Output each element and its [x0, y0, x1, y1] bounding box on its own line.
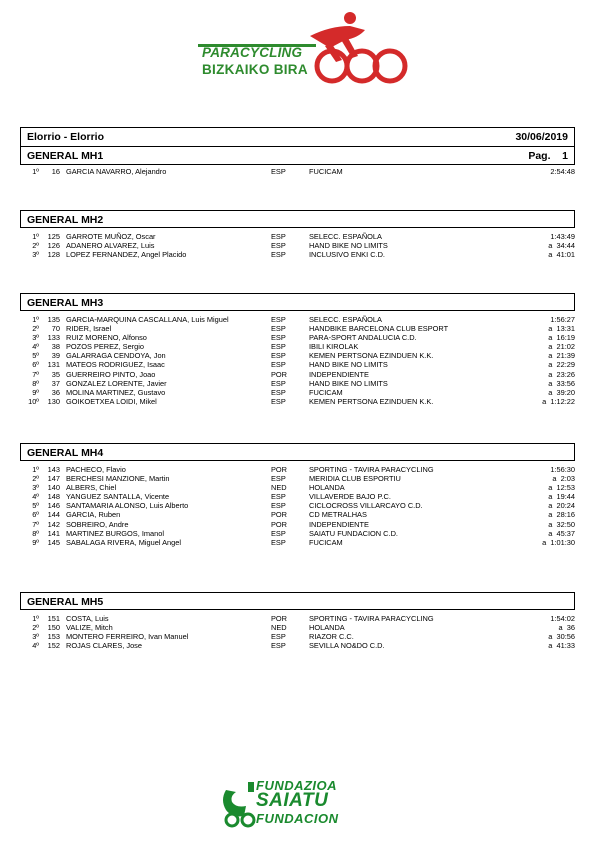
nationality: ESP — [271, 315, 286, 324]
time: a 32:50 — [548, 519, 575, 529]
team: HANDBIKE BARCELONA CLUB ESPORT — [309, 324, 449, 334]
bib-number: 142 — [47, 519, 60, 529]
nationality: ESP — [271, 333, 286, 343]
bib-number: 146 — [47, 501, 60, 511]
position: 1º — [32, 465, 39, 474]
team: HOLANDA — [309, 483, 345, 493]
time: a 23:26 — [548, 369, 575, 379]
position: 5º — [32, 501, 39, 511]
bib-number: 150 — [47, 623, 60, 633]
table-row — [20, 614, 575, 623]
team: KEMEN PERTSONA EZINDUEN K.K. — [309, 351, 434, 361]
bib-number: 131 — [47, 360, 60, 370]
nationality: ESP — [271, 632, 286, 642]
rider-name: RUIZ MORENO, Alfonso — [66, 333, 147, 343]
table-row — [20, 370, 575, 379]
table-row — [20, 241, 575, 250]
table-row — [20, 632, 575, 641]
bib-number: 153 — [47, 632, 60, 642]
time: a 16:19 — [548, 333, 575, 343]
position: 8º — [32, 528, 39, 538]
position: 1º — [32, 167, 39, 176]
team: INDEPENDIENTE — [309, 519, 369, 529]
rider-name: MARTINEZ BURGOS, Imanol — [66, 528, 165, 538]
section-title: GENERAL MH3 — [27, 297, 104, 309]
bib-number: 151 — [47, 614, 60, 623]
table-row — [20, 623, 575, 632]
bib-number: 35 — [51, 369, 60, 379]
rider-name: MOLINA MARTINEZ, Gustavo — [66, 387, 166, 397]
position: 3º — [32, 333, 39, 343]
team: SPORTING - TAVIRA PARACYCLING — [309, 614, 434, 623]
table-row — [20, 397, 575, 406]
table-row — [20, 492, 575, 501]
nationality: ESP — [271, 232, 286, 241]
position: 1º — [32, 614, 39, 623]
position: 3º — [32, 483, 39, 493]
team: HAND BIKE NO LIMITS — [309, 241, 388, 251]
time: a 41:01 — [548, 250, 575, 260]
bib-number: 36 — [51, 387, 60, 397]
logo-bizkaiko-bira-text: BIZKAIKO BIRA — [202, 62, 308, 77]
team: HAND BIKE NO LIMITS — [309, 378, 388, 388]
position: 9º — [32, 537, 39, 547]
bib-number: 38 — [51, 342, 60, 352]
page-number: Pag. 1 — [528, 150, 568, 162]
position: 4º — [32, 641, 39, 651]
bib-number: 126 — [47, 241, 60, 251]
time: 1:43:49 — [550, 232, 575, 241]
bib-number: 141 — [47, 528, 60, 538]
position: 1º — [32, 315, 39, 324]
nationality: ESP — [271, 250, 286, 260]
rider-name: ALBERS, Chiel — [66, 483, 117, 493]
position: 3º — [32, 250, 39, 260]
bib-number: 140 — [47, 483, 60, 493]
table-row — [20, 465, 575, 474]
section-header — [20, 293, 575, 311]
rider-name: YANGUEZ SANTALLA, Vicente — [66, 492, 170, 502]
team: VILLAVERDE BAJO P.C. — [309, 492, 391, 502]
nationality: ESP — [271, 378, 286, 388]
nationality: ESP — [271, 387, 286, 397]
time: 1:56:30 — [550, 465, 575, 474]
results-list — [20, 232, 575, 259]
position: 4º — [32, 342, 39, 352]
table-row — [20, 529, 575, 538]
section-mh2 — [20, 210, 575, 259]
fundazioa-saiatu-logo — [218, 776, 378, 828]
nationality: ESP — [271, 342, 286, 352]
time: a 36 — [558, 623, 575, 633]
team: INDEPENDIENTE — [309, 369, 369, 379]
rider-name: GARCIA, Ruben — [66, 510, 121, 520]
position: 1º — [32, 232, 39, 241]
team: FUCICAM — [309, 387, 343, 397]
table-row — [20, 474, 575, 483]
bib-number: 135 — [47, 315, 60, 324]
time: a 21:39 — [548, 351, 575, 361]
logo-paracycling-text: PARACYCLING — [202, 45, 303, 60]
rider-name: GARCIA-MARQUINA CASCALLANA, Luis Miguel — [66, 315, 229, 324]
section-mh1 — [20, 167, 575, 176]
table-row — [20, 333, 575, 342]
position: 2º — [32, 324, 39, 334]
time: 2:54:48 — [550, 167, 575, 176]
nationality: ESP — [271, 241, 286, 251]
team: FUCICAM — [309, 167, 343, 176]
nationality: POR — [271, 369, 288, 379]
bib-number: 16 — [51, 167, 60, 176]
time: a 34:44 — [548, 241, 575, 251]
nationality: POR — [271, 510, 288, 520]
nationality: ESP — [271, 324, 286, 334]
table-row — [20, 232, 575, 241]
time: a 2:03 — [552, 474, 575, 484]
rider-name: COSTA, Luis — [66, 614, 109, 623]
time: a 39:20 — [548, 387, 575, 397]
saiatu-emblem-icon — [218, 776, 258, 828]
time: a 45:37 — [548, 528, 575, 538]
section-mh5 — [20, 592, 575, 650]
results-title-box — [20, 127, 575, 165]
position: 5º — [32, 351, 39, 361]
nationality: NED — [271, 623, 287, 633]
table-row — [20, 324, 575, 333]
time: a 1:01:30 — [542, 537, 575, 547]
race-name: Elorrio - Elorrio — [27, 131, 105, 143]
nationality: ESP — [271, 641, 286, 651]
time: a 13:31 — [548, 324, 575, 334]
nationality: ESP — [271, 492, 286, 502]
team: PARA-SPORT ANDALUCIA C.D. — [309, 333, 417, 343]
table-row — [20, 510, 575, 519]
position: 2º — [32, 623, 39, 633]
team: INCLUSIVO ENKI C.D. — [309, 250, 385, 260]
nationality: ESP — [271, 537, 286, 547]
category-title: GENERAL MH1 — [27, 150, 104, 162]
section-title: GENERAL MH2 — [27, 214, 104, 226]
rider-name: GOIKOETXEA LOIDI, Mikel — [66, 396, 157, 406]
section-title: GENERAL MH5 — [27, 596, 104, 608]
results-list — [20, 614, 575, 650]
bib-number: 147 — [47, 474, 60, 484]
nationality: ESP — [271, 167, 286, 176]
position: 9º — [32, 387, 39, 397]
bib-number: 145 — [47, 537, 60, 547]
rider-name: RIDER, Israel — [66, 324, 112, 334]
rider-name: BERCHESI MANZIONE, Martin — [66, 474, 170, 484]
rider-name: ROJAS CLARES, Jose — [66, 641, 142, 651]
table-row — [20, 342, 575, 351]
section-mh3 — [20, 293, 575, 406]
rider-name: VALIZE, Mitch — [66, 623, 113, 633]
team: SPORTING - TAVIRA PARACYCLING — [309, 465, 434, 474]
team: IBILI KIROLAK — [309, 342, 359, 352]
results-list — [20, 167, 575, 176]
bib-number: 144 — [47, 510, 60, 520]
table-row — [20, 538, 575, 547]
position: 2º — [32, 241, 39, 251]
bib-number: 128 — [47, 250, 60, 260]
position: 7º — [32, 369, 39, 379]
team: RIAZOR C.C. — [309, 632, 354, 642]
bib-number: 152 — [47, 641, 60, 651]
bib-number: 148 — [47, 492, 60, 502]
position: 7º — [32, 519, 39, 529]
rider-name: GARCIA NAVARRO, Alejandro — [66, 167, 167, 176]
nationality: ESP — [271, 474, 286, 484]
time: a 1:12:22 — [542, 396, 575, 406]
table-row — [20, 360, 575, 369]
bib-number: 130 — [47, 396, 60, 406]
time: 1:56:27 — [550, 315, 575, 324]
nationality: POR — [271, 614, 288, 623]
section-header — [20, 443, 575, 461]
table-row — [20, 379, 575, 388]
position: 4º — [32, 492, 39, 502]
rider-name: SABALAGA RIVERA, Miguel Angel — [66, 537, 182, 547]
rider-name: ADANERO ALVAREZ, Luis — [66, 241, 155, 251]
rider-name: GONZALEZ LORENTE, Javier — [66, 378, 167, 388]
nationality: ESP — [271, 360, 286, 370]
title-row-category — [21, 147, 574, 165]
bib-number: 39 — [51, 351, 60, 361]
nationality: ESP — [271, 501, 286, 511]
rider-name: GARROTE MUÑOZ, Oscar — [66, 232, 156, 241]
rider-name: PACHECO, Flavio — [66, 465, 126, 474]
rider-name: LOPEZ FERNANDEZ, Angel Placido — [66, 250, 187, 260]
team: CICLOCROSS VILLARCAYO C.D. — [309, 501, 423, 511]
nationality: ESP — [271, 528, 286, 538]
results-list — [20, 315, 575, 406]
footer-fundazioa-text: FUNDAZIOA — [256, 778, 338, 793]
time: a 41:33 — [548, 641, 575, 651]
position: 6º — [32, 360, 39, 370]
table-row — [20, 315, 575, 324]
time: a 19:44 — [548, 492, 575, 502]
team: FUCICAM — [309, 537, 343, 547]
rider-name: SOBREIRO, Andre — [66, 519, 129, 529]
position: 6º — [32, 510, 39, 520]
rider-name: GALARRAGA CENDOYA, Jon — [66, 351, 166, 361]
time: a 12:53 — [548, 483, 575, 493]
time: a 22:29 — [548, 360, 575, 370]
time: a 28:16 — [548, 510, 575, 520]
bib-number: 133 — [47, 333, 60, 343]
team: CD METRALHAS — [309, 510, 367, 520]
table-row — [20, 250, 575, 259]
nationality: NED — [271, 483, 287, 493]
rider-name: POZOS PEREZ, Sergio — [66, 342, 145, 352]
team: KEMEN PERTSONA EZINDUEN K.K. — [309, 396, 434, 406]
team: SELECC. ESPAÑOLA — [309, 232, 382, 241]
time: 1:54:02 — [550, 614, 575, 623]
race-date: 30/06/2019 — [515, 131, 568, 143]
time: a 30:56 — [548, 632, 575, 642]
team: SAIATU FUNDACION C.D. — [309, 528, 398, 538]
nationality: ESP — [271, 396, 286, 406]
paracycling-logo — [190, 8, 415, 86]
rider-name: SANTAMARIA ALONSO, Luis Alberto — [66, 501, 189, 511]
team: SELECC. ESPAÑOLA — [309, 315, 382, 324]
bib-number: 70 — [51, 324, 60, 334]
bib-number: 125 — [47, 232, 60, 241]
position: 3º — [32, 632, 39, 642]
table-row — [20, 483, 575, 492]
table-row — [20, 167, 575, 176]
table-row — [20, 641, 575, 650]
table-row — [20, 520, 575, 529]
results-list — [20, 465, 575, 547]
section-mh4 — [20, 443, 575, 547]
time: a 21:02 — [548, 342, 575, 352]
nationality: POR — [271, 519, 288, 529]
time: a 20:24 — [548, 501, 575, 511]
team: HAND BIKE NO LIMITS — [309, 360, 388, 370]
nationality: POR — [271, 465, 288, 474]
rider-name: MATEOS RODRIGUEZ, Isaac — [66, 360, 165, 370]
team: SEVILLA NO&DO C.D. — [309, 641, 385, 651]
footer-saiatu-text: SAIATU — [256, 790, 329, 811]
title-row-race — [21, 128, 574, 147]
position: 8º — [32, 378, 39, 388]
table-row — [20, 388, 575, 397]
section-header — [20, 210, 575, 228]
bib-number: 143 — [47, 465, 60, 474]
bib-number: 37 — [51, 378, 60, 388]
rider-name: MONTERO FERREIRO, Ivan Manuel — [66, 632, 189, 642]
position: 10º — [28, 396, 39, 406]
time: a 33:56 — [548, 378, 575, 388]
rider-name: GUERREIRO PINTO, Joao — [66, 369, 156, 379]
position: 2º — [32, 474, 39, 484]
nationality: ESP — [271, 351, 286, 361]
team: MERIDIA CLUB ESPORTIU — [309, 474, 401, 484]
table-row — [20, 501, 575, 510]
table-row — [20, 351, 575, 360]
footer-fundacion-text: FUNDACION — [256, 811, 339, 826]
section-title: GENERAL MH4 — [27, 447, 104, 459]
team: HOLANDA — [309, 623, 345, 633]
section-header — [20, 592, 575, 610]
